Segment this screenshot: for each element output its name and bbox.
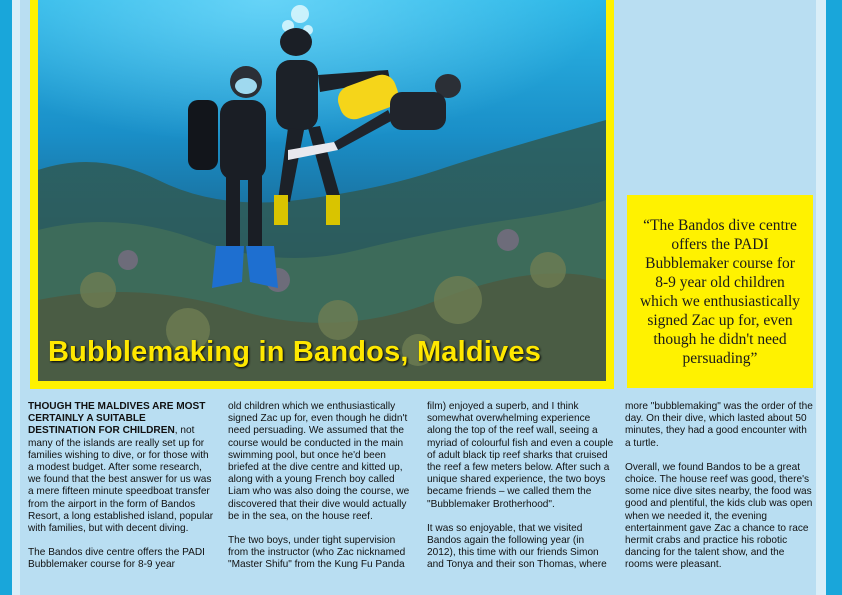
column-1-lead-in: THOUGH THE MALDIVES ARE MOST CERTAINLY A SUITABLE DESTINATION FOR CHILDREN — [28, 401, 206, 437]
column-4-paragraph-1: more "bubblemaking" was the order of the day. On their dive, which lasted about 50 minutes, they had a good encounter with a turtle. — [625, 401, 813, 449]
underwater-divers-illustration — [38, 0, 606, 381]
column-2-paragraph-2: The two boys, under tight supervision from the instructor (who Zac nicknamed "Master Shifu" from the Kung Fu Panda — [228, 535, 406, 571]
hero-photo — [38, 0, 606, 381]
column-4-paragraph-2: Overall, we found Bandos to be a great choice. The house reef was good, there's some nice dive sites nearby, the food was good and plentiful, the kids club was open when we needed it, the evening entertainment gave Zac a chance to race hermit crabs and practice his robotic dancing for the talent show, and the rooms were pleasant. — [625, 461, 813, 571]
column-3-paragraph-1: film) enjoyed a superb, and I think somewhat overwhelming experience along the top of the reef wall, seeing a myriad of colourful fish and even a couple of adult black tip reef sharks that cruised the reef a few meters below. After such a unique shared experience, the two boys became friends – we called them the "Bubblemaker Brotherhood". — [427, 401, 614, 510]
column-1-lead-rest: , not many of the islands are really set up for families wishing to dive, or for those with a modest budget. After some research, we found that the best answer for us was a mere fifteen minute speedboat transfer from the airport in the form of Bandos Resort, a long established island, popular with families, but with decent diving. — [28, 425, 214, 535]
page-edge-left-inner — [12, 0, 20, 595]
column-3-paragraph-2: It was so enjoyable, that we visited Bandos again the following year (in 2012), this time with our friends Simon and Tonya and their son Thomas, where — [427, 522, 607, 571]
pull-quote-box — [627, 195, 813, 388]
article-headline: Bubblemaking in Bandos, Maldives — [48, 336, 542, 368]
article-body — [28, 401, 818, 591]
column-2-paragraph-1: old children which we enthusiastically signed Zac up for, even though he didn't need persuading. We assumed that the course would be conducted in the main swimming pool, but once he'd been briefed at the dive centre and kitted up, along with a young French boy called Liam who was also doing the course, we discovered that their dive would actually be in the sea, on the house reef. — [228, 401, 410, 522]
article-column-1 — [28, 401, 216, 584]
article-column-3 — [427, 401, 615, 584]
column-1-paragraph-2: The Bandos dive centre offers the PADI Bubblemaker course for 8-9 year — [28, 547, 205, 571]
page-edge-right — [826, 0, 842, 595]
article-column-2 — [228, 401, 416, 584]
hero-photo-frame — [30, 0, 614, 389]
column-1-paragraph-1 — [28, 401, 216, 535]
article-column-4 — [625, 401, 813, 584]
page-edge-left — [0, 0, 12, 595]
pull-quote-text: “The Bandos dive centre offers the PADI Bubblemaker course for 8-9 year old children which we enthusiastically signed Zac up for, even though he didn't need persuading” — [639, 216, 801, 367]
